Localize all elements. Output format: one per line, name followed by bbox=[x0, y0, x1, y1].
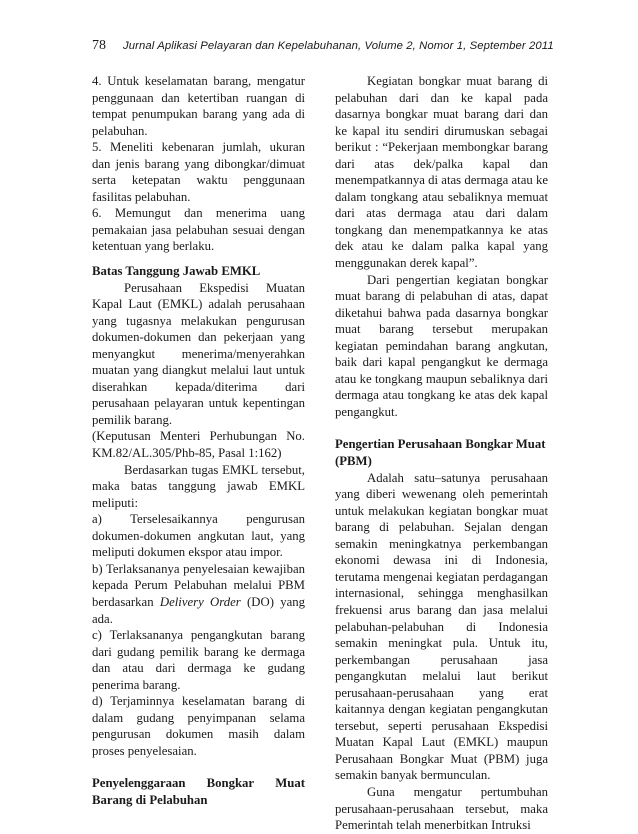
list-item-d: d) Terjaminnya keselamatan barang di dalam gudang penyimpanan selama pengurusan dokumen masih dalam proses penyelesaian. bbox=[92, 694, 305, 758]
delivery-order-term: Delivery Order bbox=[159, 594, 241, 609]
paragraph-bongkar-muat-understanding: Dari pengertian kegiatan bongkar muat barang di pelabuhan di atas, dapat diketahui bahwa pada dasarnya bongkar muat barang tersebut merupakan kegiatan pemindahan barang angkutan, baik dari kapal pengangkut ke dermaga atau ke tongkang maupun sebaliknya dari dermaga atau tongkang ke atas dek kapal pengangkut. bbox=[335, 272, 548, 419]
list-item-6: 6. Memungut dan menerima uang pemakaian jasa pelabuhan sesuai dengan ketentuan yang berlaku. bbox=[92, 206, 305, 254]
running-header bbox=[92, 38, 554, 54]
paragraph-pbm-definition: Adalah satu–satunya perusahaan yang diberi wewenang oleh pemerintah untuk melakukan kegiatan bongkar muat barang di pelabuhan. Sejalan dengan semakin meningkatnya perkembangan ekonomi dewasa ini di Indonesia, terutama mengenai kegiatan perdagangan internasional, sehingga menghasilkan frekuensi arus barang dan jasa melalui pelabuhan-pelabuhan di Indonesia semakin meningkat pula. Untuk itu, perkembangan perusahaan jasa pengangkutan melalui laut berikut perusahaan-perusahaan yang erat kaitannya dengan kegiatan pengangkutan tersebut, seperti perusahaan Ekspedisi Muatan Kapal Laut (EMKL) maupun Perusahaan Bongkar Muat (PBM) juga semakin banyak bermunculan. bbox=[335, 470, 548, 783]
journal-title: Jurnal Aplikasi Pelayaran dan Kepelabuhanan, Volume 2, Nomor 1, September 2011 bbox=[123, 40, 554, 52]
paragraph-pbm-regulation: Guna mengatur pertumbuhan perusahaan-perusahaan tersebut, maka Pemerintah telah menerbitkan Intruksi bbox=[335, 784, 548, 833]
right-column bbox=[335, 73, 548, 834]
list-item-4: 4. Untuk keselamatan barang, mengatur penggunaan dan ketertiban ruangan di tempat penumpukan barang yang ada di pelabuhan. bbox=[92, 74, 305, 138]
list-item-a: a) Terselesaikannya pengurusan dokumen-dokumen angkutan laut, yang meliputi dokumen ekspor atau impor. bbox=[92, 512, 305, 560]
heading-word-3: Muat bbox=[275, 776, 305, 791]
citation: (Keputusan Menteri Perhubungan No. KM.82/AL.305/Phb-85, Pasal 1:162) bbox=[92, 429, 305, 461]
section-heading-bongkar-muat-line2: Barang di Pelabuhan bbox=[92, 792, 208, 807]
list-item-5: 5. Meneliti kebenaran jumlah, ukuran dan jenis barang yang dibongkar/dimuat serta ketepatan waktu penggunaan fasilitas pelabuhan. bbox=[92, 140, 305, 204]
section-heading-pbm: Pengertian Perusahaan Bongkar Muat (PBM) bbox=[335, 437, 546, 469]
list-item-c: c) Terlaksananya pengangkutan barang dari gudang pemilik barang ke dermaga dan atau dari dermaga ke gudang penerima barang. bbox=[92, 628, 305, 692]
paragraph-emkl-responsibility: Berdasarkan tugas EMKL tersebut, maka batas tanggung jawab EMKL meliputi: bbox=[92, 462, 305, 510]
left-column bbox=[92, 73, 305, 809]
page-number: 78 bbox=[92, 38, 106, 53]
heading-word-2: Bongkar bbox=[206, 776, 255, 791]
paragraph-emkl-definition: Perusahaan Ekspedisi Muatan Kapal Laut (EMKL) adalah perusahaan yang tugasnya melakukan pengurusan dokumen-dokumen dan pekerjaan yang menyangkut menerima/menyerahkan muatan yang diangkut melalui laut untuk diserahkan kepada/diterima dari perusahaan pelayaran untuk kepentingan pemilik barang. bbox=[92, 280, 305, 427]
list-item-b-text: b) Terlaksananya penyelesaian kewajiban kepada Perum Pelabuhan melalui PBM berdasarkan bbox=[92, 561, 305, 609]
section-heading-bongkar-muat bbox=[92, 775, 305, 792]
list-item-b-end: (DO) yang ada. bbox=[92, 594, 305, 626]
heading-word-1: Penyelenggaraan bbox=[92, 776, 186, 791]
paragraph-bongkar-muat-definition: Kegiatan bongkar muat barang di pelabuhan dari dan ke kapal pada dasarnya bongkar muat barang dari dan ke kapal itu sendiri dirumuskan sebagai berikut : “Pekerjaan membongkar barang dari atas dek/palka kapal dan menempatkannya di atas dermaga atau ke dalam tongkang atau sebaliknya memuat dari atas dermaga atau dari dalam tongkang dan menempatkannya ke atas dek atau ke dalam palka kapal yang menggunakan derek kapal”. bbox=[335, 74, 548, 271]
section-heading-emkl: Batas Tanggung Jawab EMKL bbox=[92, 264, 261, 279]
list-item-b bbox=[92, 561, 305, 627]
